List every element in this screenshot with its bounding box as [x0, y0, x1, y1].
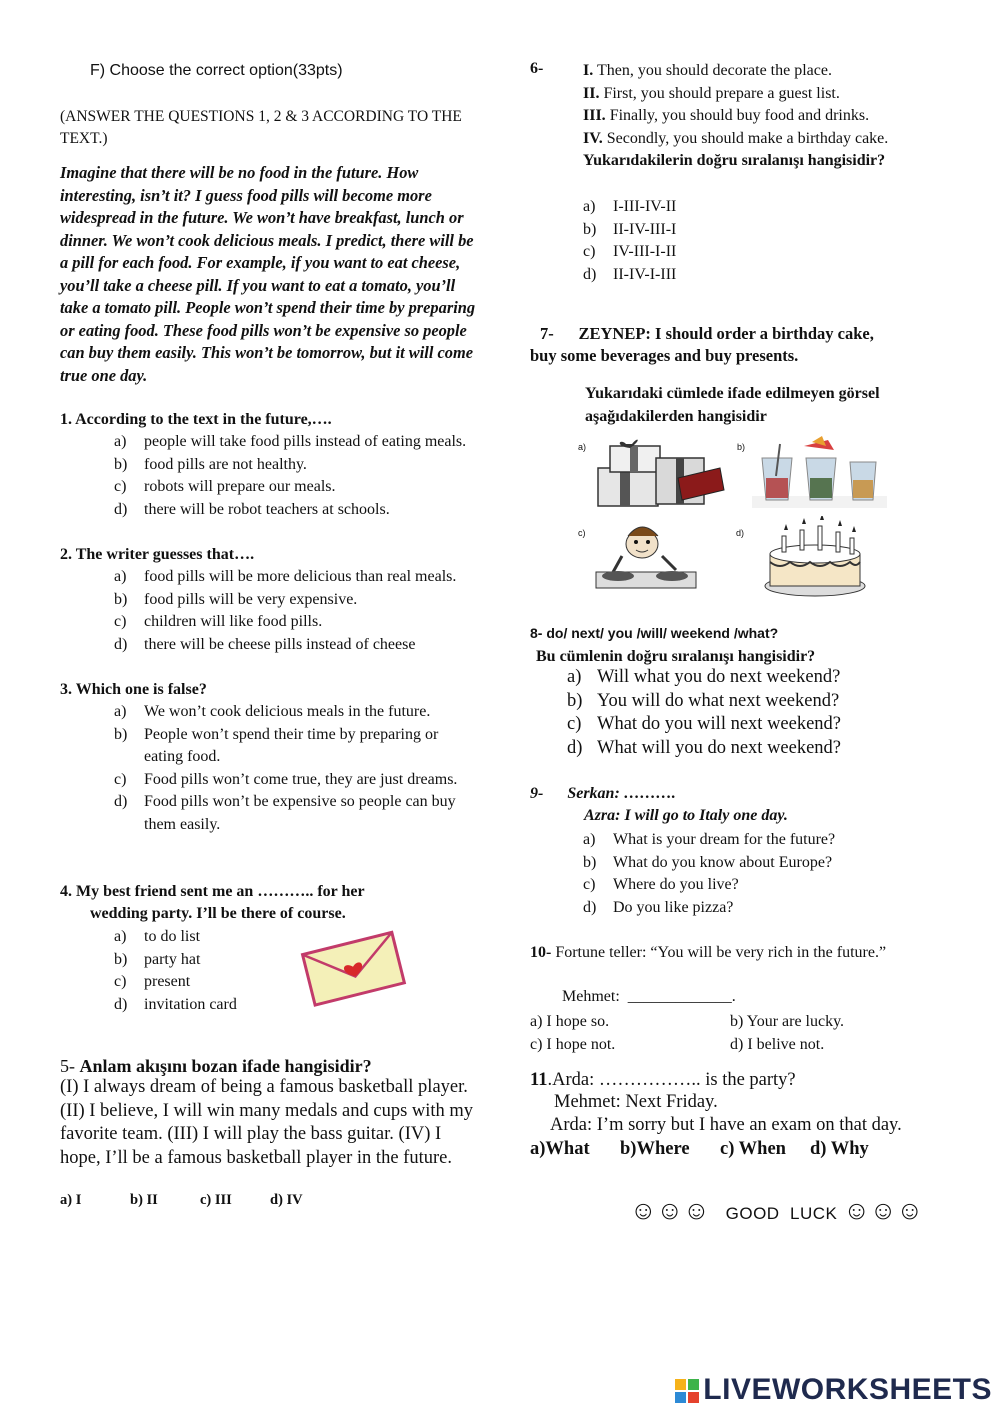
question-11-line3: Arda: I’m sorry but I have an exam on that day.	[550, 1115, 902, 1135]
option[interactable]: d) I belive not.	[730, 1035, 825, 1053]
smiley-icon: ☺☺☺	[630, 1196, 710, 1225]
question-4-options	[114, 926, 314, 1016]
option[interactable]: d) invitation card	[114, 995, 237, 1013]
option[interactable]: b)Where	[620, 1139, 690, 1159]
option[interactable]: c) What do you will next weekend?	[567, 714, 842, 734]
question-1-stem: 1. According to the text in the future,….	[60, 411, 332, 428]
option[interactable]: b) You will do what next weekend?	[567, 690, 840, 711]
option[interactable]: c) present	[114, 973, 191, 990]
dj-image[interactable]	[592, 520, 712, 592]
question-3-stem: 3. Which one is false?	[60, 681, 207, 698]
option[interactable]: c) III	[200, 1192, 232, 1208]
question-6-steps	[583, 60, 953, 173]
option[interactable]: b) People won’t spend their time by preparing or eating food.	[114, 725, 439, 765]
question-4-stem-cont: wedding party. I’ll be there of course.	[90, 905, 346, 922]
option[interactable]: b) What do you know about Europe?	[583, 853, 833, 871]
question-5-header: 5- Anlam akışını bozan ifade hangisidir?	[60, 1056, 372, 1076]
step-line: IV. Secondly, you should make a birthday cake.	[583, 129, 889, 147]
option[interactable]: d) What will you do next weekend?	[567, 737, 842, 758]
option[interactable]: c) children will like food pills.	[114, 613, 323, 630]
option[interactable]: a) What is your dream for the future?	[583, 831, 836, 848]
reading-passage: Imagine that there will be no food in the future. How interesting, isn’t it? I guess food pills will become more widespread in the future. We won’t have breakfast, lunch or dinner. We won’t cook delicious meals. I predict, there will be a pill for each food. For example, if you want to eat cheese, you’ll take a cheese pill. If you want to eat a tomato, you’ll take a tomato pill. People won’t spend their time by preparing or eating food. These food pills won’t be expensive so people can buy them easily. This won’t be tomorrow, but it will come true one day.	[60, 163, 476, 385]
question-1-options	[114, 431, 474, 521]
option[interactable]: c) Where do you live?	[583, 876, 739, 893]
option[interactable]: c) Food pills won’t come true, they are just dreams.	[114, 770, 458, 788]
option[interactable]: d) there will be robot teachers at schools.	[114, 500, 390, 518]
question-6-number: 6-	[530, 60, 544, 77]
question-7-question: Yukarıdaki cümlede ifade edilmeyen görsel aşağıdakilerden hangisidir	[585, 385, 880, 425]
image-label-d: d)	[736, 528, 745, 538]
question-11-options	[530, 1139, 869, 1160]
beverages-image[interactable]	[752, 436, 887, 508]
option[interactable]: c) I hope not.	[530, 1035, 616, 1053]
option[interactable]: d) II-IV-I-III	[583, 265, 677, 283]
liveworksheets-icon	[675, 1379, 699, 1403]
option[interactable]: a) I	[60, 1192, 82, 1208]
question-9-line2: Azra: I will go to Italy one day.	[584, 807, 788, 824]
birthday-cake-image[interactable]	[760, 516, 880, 600]
question-6-question: Yukarıdakilerin doğru sıralanışı hangisidir?	[583, 152, 886, 169]
option[interactable]: a) food pills will be more delicious than real meals.	[114, 568, 457, 585]
option[interactable]: d) there will be cheese pills instead of cheese	[114, 635, 416, 653]
question-10-text: 10- Fortune teller: “You will be very rich in the future.”	[530, 944, 887, 961]
question-2-stem: 2. The writer guesses that….	[60, 546, 255, 563]
question-8-stem: 8- do/ next/ you /will/ weekend /what?	[530, 625, 779, 641]
question-7-line2: buy some beverages and buy presents.	[530, 346, 799, 365]
question-9-options	[583, 829, 903, 919]
image-label-a: a)	[578, 442, 587, 452]
option[interactable]: a) We won’t cook delicious meals in the future.	[114, 703, 431, 720]
option[interactable]: b) Your are lucky.	[730, 1013, 845, 1030]
option[interactable]: c) robots will prepare our meals.	[114, 478, 336, 495]
question-10-blank: Mehmet: _____________.	[562, 988, 736, 1005]
envelope-heart-icon	[295, 925, 410, 1010]
question-2-options	[114, 566, 474, 656]
option[interactable]: a) Will what you do next weekend?	[567, 667, 841, 687]
good-luck-text: GOOD LUCK	[725, 1204, 838, 1223]
instruction: (ANSWER THE QUESTIONS 1, 2 & 3 ACCORDING TO THE TEXT.)	[60, 108, 462, 147]
option[interactable]: d) Why	[810, 1139, 869, 1159]
question-5-text: (I) I always dream of being a famous basketball player. (II) I believe, I will win many medals and cups with my favorite team. (III) I will play the bass guitar. (IV) I hope, I’ll be a famous basketball player in the future.	[60, 1077, 474, 1168]
option[interactable]: b) II-IV-III-I	[583, 220, 677, 238]
question-8-options	[567, 666, 927, 760]
option[interactable]: d) Food pills won’t be expensive so people can buy them easily.	[114, 793, 456, 833]
question-11-line1: 11.Arda: …………….. is the party?	[530, 1070, 796, 1090]
question-8-question: Bu cümlenin doğru sıralanışı hangisidir?	[536, 648, 816, 665]
question-10-options	[530, 1011, 910, 1056]
option[interactable]: c) IV-III-I-II	[583, 243, 677, 260]
option[interactable]: a) people will take food pills instead of eating meals.	[114, 433, 467, 450]
image-label-b: b)	[737, 442, 746, 452]
option[interactable]: a) I-III-IV-II	[583, 198, 677, 215]
question-5-options	[60, 1192, 340, 1209]
option[interactable]: b) food pills will be very expensive.	[114, 590, 358, 608]
option[interactable]: d) Do you like pizza?	[583, 898, 734, 916]
liveworksheets-logo: LIVEWORKSHEETS	[675, 1373, 992, 1407]
option[interactable]: b) II	[130, 1192, 158, 1208]
question-9-line1: 9- Serkan: ……….	[530, 785, 676, 802]
option[interactable]: d) IV	[270, 1192, 303, 1208]
question-3-options	[114, 701, 474, 836]
question-4-stem: 4. My best friend sent me an ……….. for her	[60, 883, 365, 900]
option[interactable]: b) party hat	[114, 950, 201, 968]
question-11-line2: Mehmet: Next Friday.	[554, 1092, 718, 1112]
option[interactable]: a) I hope so.	[530, 1013, 610, 1030]
option[interactable]: c) When	[720, 1139, 786, 1159]
question-7-line1: 7- ZEYNEP: I should order a birthday cake,	[540, 324, 874, 343]
image-label-c: c)	[578, 528, 586, 538]
section-title: F) Choose the correct option(33pts)	[90, 62, 343, 79]
good-luck-footer	[630, 1196, 923, 1226]
option[interactable]: a)What	[530, 1139, 590, 1159]
option[interactable]: a) to do list	[114, 928, 201, 945]
step-line: I. Then, you should decorate the place.	[583, 62, 832, 79]
gift-boxes-image[interactable]	[590, 438, 730, 510]
step-line: II. First, you should prepare a guest list.	[583, 84, 840, 102]
question-6-options	[583, 196, 883, 286]
step-line: III. Finally, you should buy food and drinks.	[583, 107, 870, 124]
option[interactable]: b) food pills are not healthy.	[114, 455, 307, 473]
smiley-icon: ☺☺☺	[843, 1196, 924, 1225]
